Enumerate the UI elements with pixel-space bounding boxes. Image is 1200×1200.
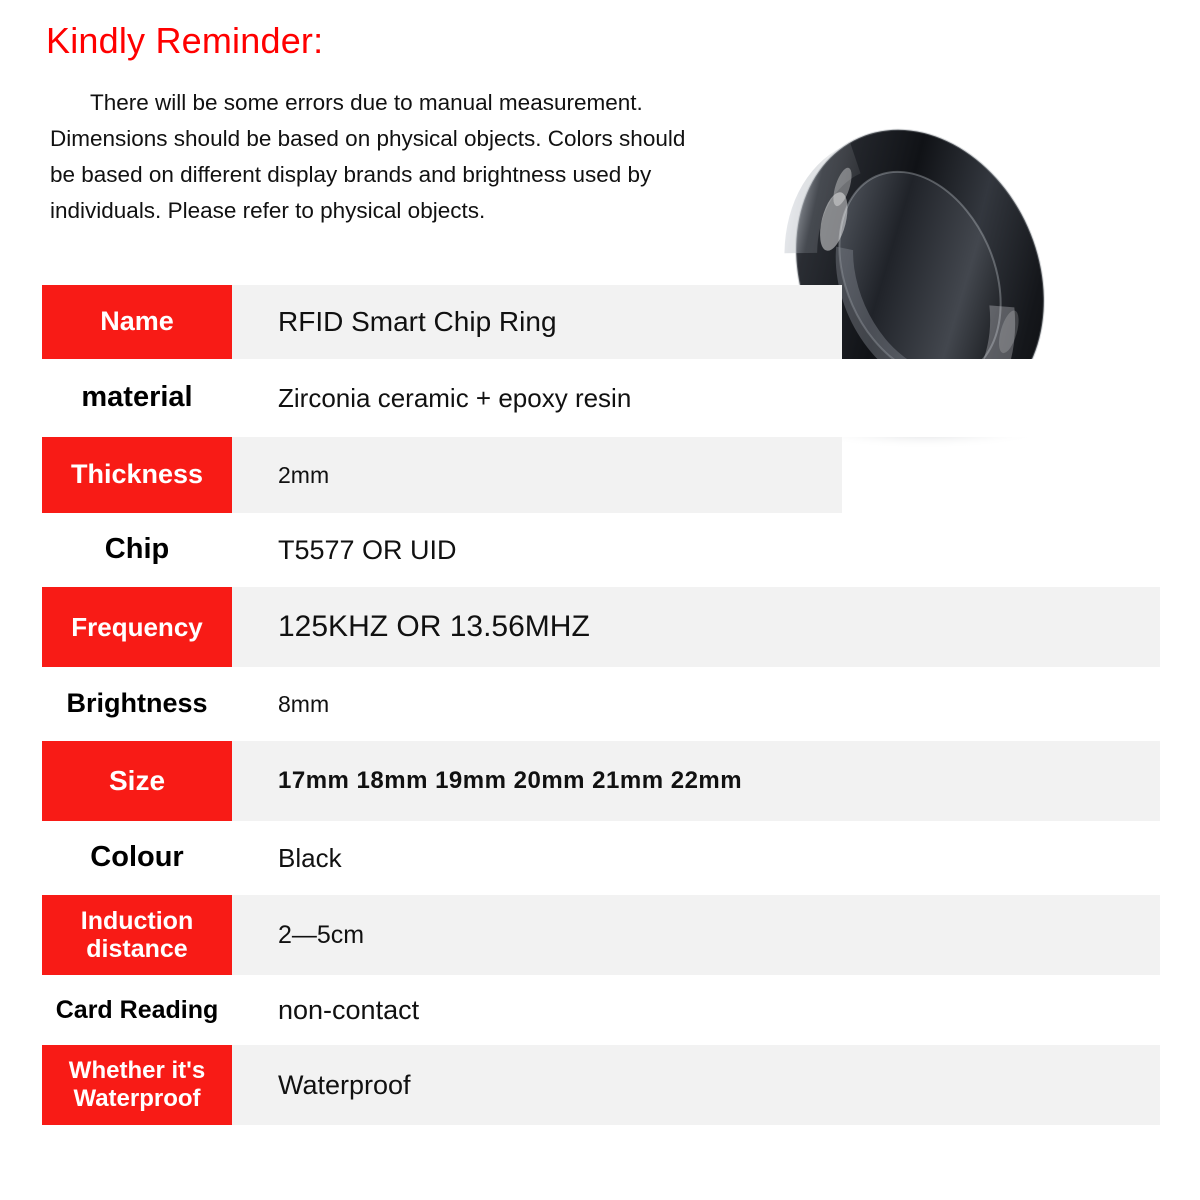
spec-table [42, 285, 1160, 1125]
table-row [42, 741, 1160, 821]
spec-value-chip: T5577 OR UID [232, 513, 1160, 587]
spec-label-chip: Chip [42, 513, 232, 587]
spec-label-brightness: Brightness [42, 667, 232, 741]
spec-value-thickness: 2mm [232, 437, 842, 513]
table-row [42, 587, 1160, 667]
spec-value-name: RFID Smart Chip Ring [232, 285, 842, 359]
spec-value-size: 17mm 18mm 19mm 20mm 21mm 22mm [232, 741, 1160, 821]
table-row [42, 359, 1160, 437]
spec-label-card-reading: Card Reading [42, 975, 232, 1045]
table-row [42, 975, 1160, 1045]
spec-value-waterproof: Waterproof [232, 1045, 1160, 1125]
spec-value-card-reading: non-contact [232, 975, 1160, 1045]
spec-label-induction-distance: Induction distance [42, 895, 232, 975]
spec-value-frequency: 125KHZ OR 13.56MHZ [232, 587, 1160, 667]
kindly-reminder-body: There will be some errors due to manual measurement. Dimensions should be based on physical objects. Colors should be based on different display brands and brightness used by individuals. Please refer to physical objects. [50, 90, 686, 223]
kindly-reminder-title: Kindly Reminder: [46, 20, 324, 61]
table-row [42, 667, 1160, 741]
table-row [42, 821, 1160, 895]
table-row [42, 285, 1160, 359]
spec-label-name: Name [42, 285, 232, 359]
spec-value-induction-distance: 2—5cm [232, 895, 1160, 975]
spec-label-waterproof: Whether it's Waterproof [42, 1045, 232, 1125]
spec-label-size: Size [42, 741, 232, 821]
table-row [42, 895, 1160, 975]
spec-label-material: material [42, 359, 232, 437]
table-row [42, 513, 1160, 587]
spec-value-colour: Black [232, 821, 1160, 895]
table-row [42, 1045, 1160, 1125]
spec-value-brightness: 8mm [232, 667, 1160, 741]
spec-value-material: Zirconia ceramic + epoxy resin [232, 359, 1160, 437]
table-row [42, 437, 1160, 513]
spec-label-colour: Colour [42, 821, 232, 895]
spec-label-frequency: Frequency [42, 587, 232, 667]
spec-label-thickness: Thickness [42, 437, 232, 513]
